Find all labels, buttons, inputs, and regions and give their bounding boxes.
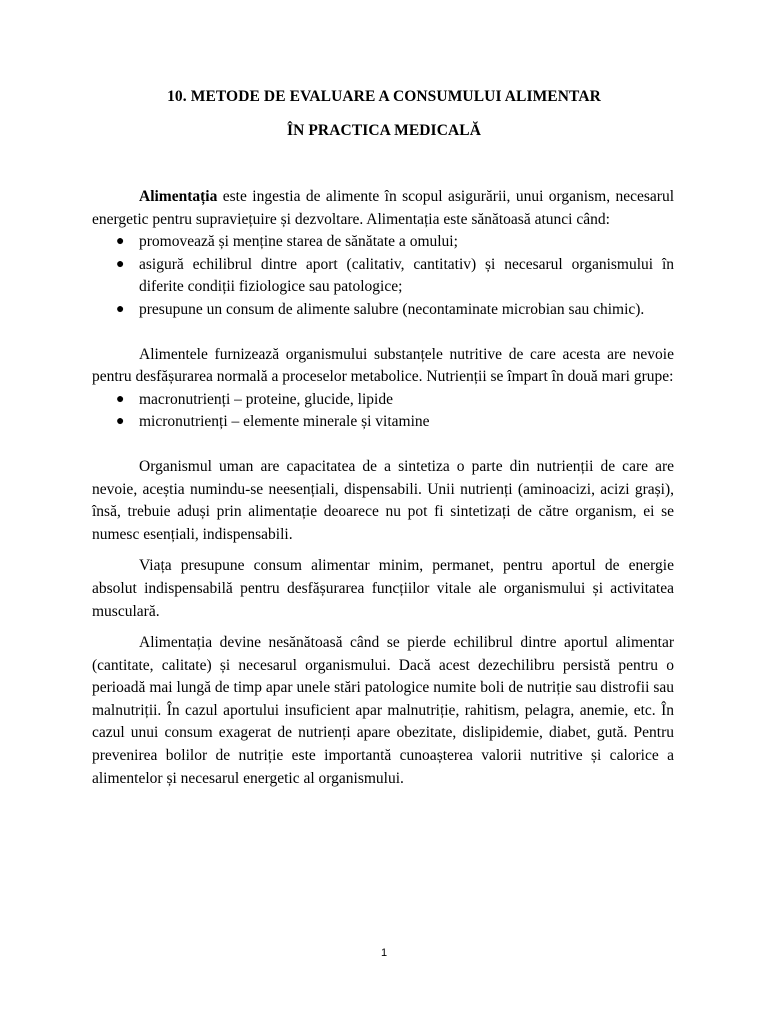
paragraph-energy: Viața presupune consum alimentar minim, permanet, pentru aportul de energie absolut indispensabilă pentru desfășurarea funcțiilor vitale ale organismului și activitatea musculară. [92, 557, 674, 620]
list-item [92, 299, 674, 322]
list-item [92, 389, 674, 412]
page-title-line-1: 10. METODE DE EVALUARE A CONSUMULUI ALIMENTAR [167, 88, 601, 105]
spacer [92, 322, 674, 344]
list-item-text: presupune un consum de alimente salubre (necontaminate microbian sau chimic). [139, 300, 645, 318]
bullet-icon: ● [116, 234, 125, 250]
list-item-text: asigură echilibrul dintre aport (calitativ, cantitativ) și necesarul organismului în diferite condiții fiziologice sau patologice; [139, 255, 674, 296]
paragraph-essential-nutrients: Organismul uman are capacitatea de a sintetiza o parte din nutrienții de care are nevoie, aceștia numindu-se neesențiali, dispensabili. Unii nutrienți (aminoacizi, acizi grași), însă, trebuie aduși prin alimentație deoarece nu pot fi sintetizați de către organism, ei se numesc esențiali, indispensabili. [92, 457, 674, 543]
list-item [92, 411, 674, 434]
list-item [92, 254, 674, 299]
bullet-icon: ● [116, 256, 125, 272]
paragraph-nutrients: Alimentele furnizează organismului substanțele nutritive de care acesta are nevoie pentru desfășurarea normală a proceselor metabolice. Nutrienții se împart în două mari grupe: [92, 345, 674, 386]
paragraph-text: este ingestia de alimente în scopul asigurării, unui organism, necesarul energetic pentru supraviețuire și dezvoltare. Alimentația este sănătoasă atunci când: [92, 188, 674, 228]
bullet-list-nutrient-groups [92, 389, 674, 434]
bullet-list-healthy-diet [92, 231, 674, 321]
list-item [92, 231, 674, 254]
page-number: 1 [380, 947, 388, 959]
bold-term: Alimentația [139, 188, 218, 205]
bullet-icon: ● [116, 301, 125, 317]
list-item-text: macronutrienți – proteine, glucide, lipide [139, 390, 393, 408]
page-title-line-2: ÎN PRACTICA MEDICALĂ [286, 122, 482, 139]
paragraph-malnutrition: Alimentația devine nesănătoasă când se pierde echilibrul dintre aportul alimentar (cantitate, calitate) și necesarul organismului. Dacă acest dezechilibru persistă pentru o perioadă mai lungă de timp apar unele stări patologice numite boli de nutriție sau distrofii sau malnutriții. În cazul aportului insuficient apar malnutriție, rahitism, pelagra, anemie, etc. În cazul unui consum exagerat de nutrienți apare obezitate, dislipidemie, diabet, gută. Pentru prevenirea bolilor de nutriție este importantă cunoașterea valorii nutritive și calorice a alimentelor și necesarul energetic al organismului. [92, 634, 674, 787]
list-item-text: micronutrienți – elemente minerale și vitamine [139, 413, 430, 431]
list-item-text: promovează și menține starea de sănătate a omului; [139, 233, 458, 251]
spacer [92, 623, 674, 632]
document-body [92, 186, 674, 790]
spacer [92, 546, 674, 555]
paragraph-definition [92, 186, 674, 231]
bullet-icon: ● [116, 414, 125, 430]
bullet-icon: ● [116, 391, 125, 407]
spacer [92, 434, 674, 456]
